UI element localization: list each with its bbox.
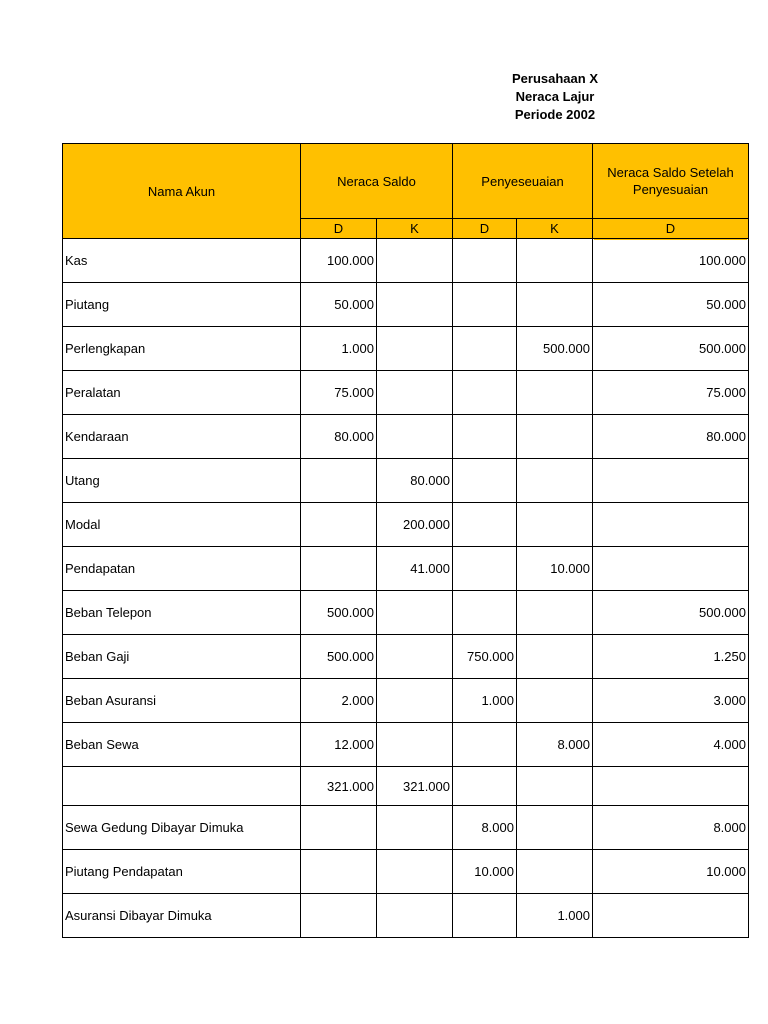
amount-cell-ns-k [377, 591, 453, 635]
amount-cell-ns-k: 321.000 [377, 767, 453, 806]
amount-cell-p-k [517, 635, 593, 679]
amount-cell-p-k: 1.000 [517, 894, 593, 938]
report-name: Neraca Lajur [515, 89, 595, 104]
amount-cell-p-k: 8.000 [517, 723, 593, 767]
header-ns-debit: D [301, 219, 377, 239]
account-name-cell: Asuransi Dibayar Dimuka [63, 894, 301, 938]
header-adjusted-trial-balance: Neraca Saldo Setelah Penyesuaian [593, 144, 749, 219]
header-p-credit: K [517, 219, 593, 239]
amount-cell-p-d [453, 239, 517, 283]
table-row [63, 635, 749, 679]
amount-cell-p-d: 10.000 [453, 850, 517, 894]
amount-cell-p-k [517, 371, 593, 415]
table-row [63, 850, 749, 894]
amount-cell-p-k [517, 459, 593, 503]
amount-cell-ns-d [301, 503, 377, 547]
worksheet-body [63, 239, 749, 938]
amount-cell-ns-d [301, 547, 377, 591]
table-row [63, 767, 749, 806]
header-nsp-debit: D [593, 219, 749, 239]
amount-cell-p-k [517, 239, 593, 283]
amount-cell-ns-d: 500.000 [301, 591, 377, 635]
worksheet-table [62, 143, 749, 938]
amount-cell-p-d [453, 894, 517, 938]
amount-cell-nsp-d [593, 767, 749, 806]
table-row [63, 415, 749, 459]
amount-cell-p-d [453, 591, 517, 635]
amount-cell-p-d [453, 283, 517, 327]
amount-cell-p-k [517, 503, 593, 547]
amount-cell-p-d: 750.000 [453, 635, 517, 679]
account-name-cell: Beban Asuransi [63, 679, 301, 723]
amount-cell-nsp-d: 75.000 [593, 371, 749, 415]
amount-cell-p-d [453, 371, 517, 415]
amount-cell-p-d [453, 327, 517, 371]
amount-cell-nsp-d: 100.000 [593, 239, 749, 283]
amount-cell-ns-d: 2.000 [301, 679, 377, 723]
table-row [63, 503, 749, 547]
amount-cell-p-d [453, 503, 517, 547]
amount-cell-nsp-d: 500.000 [593, 327, 749, 371]
amount-cell-ns-d: 75.000 [301, 371, 377, 415]
amount-cell-p-d [453, 767, 517, 806]
amount-cell-nsp-d [593, 894, 749, 938]
amount-cell-nsp-d [593, 503, 749, 547]
amount-cell-nsp-d [593, 459, 749, 503]
header-account: Nama Akun [63, 144, 301, 239]
amount-cell-ns-k [377, 850, 453, 894]
account-name-cell: Sewa Gedung Dibayar Dimuka [63, 806, 301, 850]
amount-cell-ns-d [301, 850, 377, 894]
amount-cell-nsp-d: 4.000 [593, 723, 749, 767]
account-name-cell: Beban Gaji [63, 635, 301, 679]
table-row [63, 806, 749, 850]
amount-cell-ns-k: 200.000 [377, 503, 453, 547]
amount-cell-ns-d: 1.000 [301, 327, 377, 371]
header-p-debit: D [453, 219, 517, 239]
amount-cell-ns-d: 321.000 [301, 767, 377, 806]
table-row [63, 327, 749, 371]
amount-cell-p-d: 8.000 [453, 806, 517, 850]
amount-cell-p-k [517, 591, 593, 635]
amount-cell-p-k [517, 679, 593, 723]
amount-cell-p-k [517, 850, 593, 894]
account-name-cell: Kas [63, 239, 301, 283]
amount-cell-p-k: 500.000 [517, 327, 593, 371]
table-row [63, 371, 749, 415]
table-row [63, 679, 749, 723]
amount-cell-ns-d: 80.000 [301, 415, 377, 459]
account-name-cell: Modal [63, 503, 301, 547]
amount-cell-nsp-d: 10.000 [593, 850, 749, 894]
amount-cell-nsp-d: 8.000 [593, 806, 749, 850]
account-name-cell: Utang [63, 459, 301, 503]
amount-cell-nsp-d [593, 547, 749, 591]
amount-cell-ns-k [377, 327, 453, 371]
table-row [63, 459, 749, 503]
amount-cell-ns-k [377, 371, 453, 415]
account-name-cell: Beban Telepon [63, 591, 301, 635]
amount-cell-p-k [517, 283, 593, 327]
table-row [63, 283, 749, 327]
amount-cell-ns-k [377, 415, 453, 459]
amount-cell-ns-d [301, 806, 377, 850]
header-adjustments: Penyeseuaian [453, 144, 593, 219]
amount-cell-p-d [453, 723, 517, 767]
amount-cell-ns-k [377, 723, 453, 767]
amount-cell-nsp-d: 3.000 [593, 679, 749, 723]
amount-cell-p-k: 10.000 [517, 547, 593, 591]
amount-cell-p-d [453, 547, 517, 591]
account-name-cell: Pendapatan [63, 547, 301, 591]
amount-cell-nsp-d: 50.000 [593, 283, 749, 327]
amount-cell-p-k [517, 415, 593, 459]
table-row [63, 894, 749, 938]
table-row [63, 547, 749, 591]
table-row [63, 239, 749, 283]
amount-cell-p-d [453, 415, 517, 459]
report-period: Periode 2002 [514, 107, 596, 122]
amount-cell-p-k [517, 767, 593, 806]
amount-cell-ns-k [377, 635, 453, 679]
amount-cell-ns-d: 500.000 [301, 635, 377, 679]
account-name-cell: Piutang [63, 283, 301, 327]
amount-cell-ns-d: 12.000 [301, 723, 377, 767]
amount-cell-ns-k [377, 239, 453, 283]
report-title [470, 70, 640, 124]
table-row [63, 723, 749, 767]
amount-cell-nsp-d: 1.250 [593, 635, 749, 679]
header-ns-credit: K [377, 219, 453, 239]
account-name-cell: Beban Sewa [63, 723, 301, 767]
table-row [63, 591, 749, 635]
amount-cell-ns-d [301, 459, 377, 503]
amount-cell-nsp-d: 500.000 [593, 591, 749, 635]
amount-cell-ns-k [377, 894, 453, 938]
amount-cell-ns-d [301, 894, 377, 938]
amount-cell-nsp-d: 80.000 [593, 415, 749, 459]
amount-cell-ns-d: 100.000 [301, 239, 377, 283]
worksheet [62, 143, 746, 943]
account-name-cell: Perlengkapan [63, 327, 301, 371]
amount-cell-ns-k [377, 806, 453, 850]
amount-cell-ns-k: 80.000 [377, 459, 453, 503]
amount-cell-p-d: 1.000 [453, 679, 517, 723]
account-name-cell: Peralatan [63, 371, 301, 415]
header-trial-balance: Neraca Saldo [301, 144, 453, 219]
amount-cell-ns-d: 50.000 [301, 283, 377, 327]
amount-cell-ns-k: 41.000 [377, 547, 453, 591]
account-name-cell: Kendaraan [63, 415, 301, 459]
amount-cell-p-k [517, 806, 593, 850]
amount-cell-ns-k [377, 679, 453, 723]
amount-cell-p-d [453, 459, 517, 503]
account-name-cell [63, 767, 301, 806]
account-name-cell: Piutang Pendapatan [63, 850, 301, 894]
amount-cell-ns-k [377, 283, 453, 327]
company-name: Perusahaan X [512, 71, 598, 86]
